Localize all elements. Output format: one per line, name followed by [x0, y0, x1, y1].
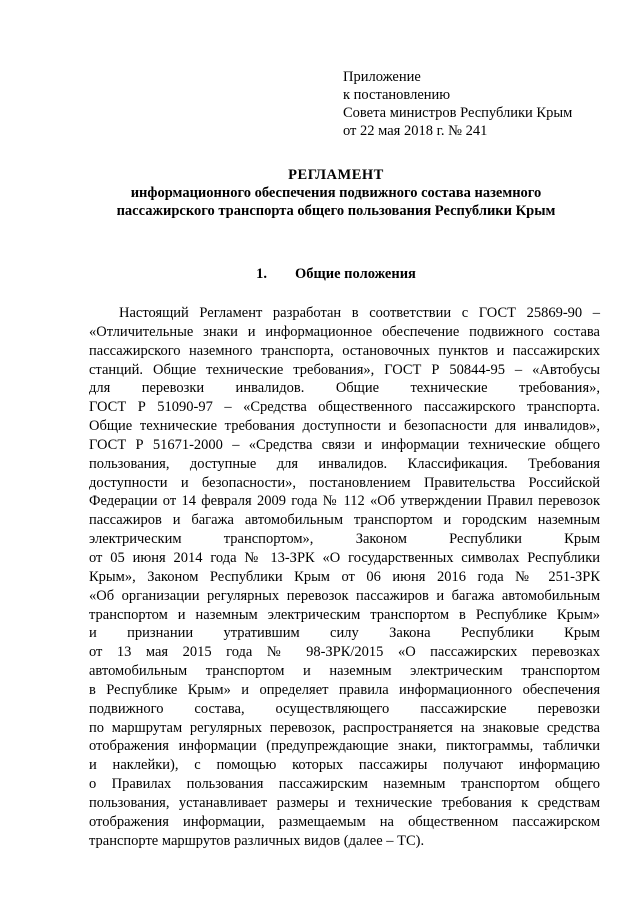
paragraph-line: и наклейки), с помощью которых пассажиры получают информацию [89, 757, 600, 774]
paragraph-line: доступности и безопасности», постановлением Правительства Российской [89, 474, 600, 491]
paragraph-line: «Об организации регулярных перевозок пассажиров и багажа автомобильным [89, 587, 600, 604]
paragraph-line: транспортом и наземным электрическим транспортом в Республике Крым» [89, 606, 600, 623]
paragraph-line: Общие технические требования доступности и безопасности для инвалидов», [89, 418, 600, 435]
paragraph-line: подвижного состава, осуществляющего пассажирские перевозки [89, 700, 600, 717]
paragraph-line: транспорте маршрутов различных видов (далее – ТС). [89, 832, 425, 849]
paragraph-line: Федерации от 14 февраля 2009 года № 112 «Об утверждении Правил перевозок [89, 493, 600, 510]
paragraph-line: пользования, доступные для инвалидов. Классификация. Требования [89, 455, 600, 472]
document-subtitle-line: пассажирского транспорта общего пользования Республики Крым [116, 203, 556, 219]
paragraph-line: от 13 мая 2015 года № 98-ЗРК/2015 «О пассажирских перевозках [89, 644, 600, 661]
appendix-line: Приложение [343, 69, 421, 85]
paragraph-line: Настоящий Регламент разработан в соответствии с ГОСТ 25869-90 – [119, 305, 600, 321]
document-subtitle-line: информационного обеспечения подвижного состава наземного [130, 185, 542, 201]
paragraph-line: электрическим транспортом», Законом Республики Крым [89, 531, 600, 548]
paragraph-line: автомобильным транспортом и наземным электрическим транспортом [89, 663, 600, 680]
appendix-line: Совета министров Республики Крым [343, 105, 573, 121]
paragraph-line: отображения информации, размещаемым на общественном пассажирском [89, 813, 600, 830]
paragraph-line: пассажиров и багажа автомобильным транспортом и городским наземным [89, 512, 600, 529]
document-title-main: РЕГЛАМЕНТ [288, 167, 384, 183]
section-title: Общие положения [294, 266, 416, 282]
paragraph-line: ГОСТ Р 51671-2000 – «Средства связи и информации технические общего [89, 436, 600, 453]
paragraph-line: ГОСТ Р 51090-97 – «Средства общественного пассажирского транспорта. [89, 399, 600, 416]
document-title [72, 166, 600, 220]
appendix-line: от 22 мая 2018 г. № 241 [343, 123, 488, 139]
appendix-line: к постановлению [343, 87, 451, 103]
paragraph-line: в Республике Крым» и определяет правила информационного обеспечения [89, 681, 600, 698]
appendix-block [343, 68, 623, 140]
paragraph-line: Крым», Законом Республики Крым от 06 июня 2016 года № 251-ЗРК [89, 568, 600, 585]
paragraph-line: для перевозки инвалидов. Общие технические требования», [89, 380, 600, 397]
paragraph-line: по маршрутам регулярных перевозок, распространяется на знаковые средства [89, 719, 600, 736]
paragraph-line: станций. Общие технические требования», ГОСТ Р 50844-95 – «Автобусы [89, 361, 600, 378]
body-paragraph [89, 304, 600, 850]
section-heading [72, 265, 600, 283]
paragraph-line: «Отличительные знаки и информационное обеспечение подвижного состава [89, 323, 600, 340]
paragraph-line: и признании утратившим силу Закона Республики Крым [89, 625, 600, 642]
paragraph-line: пользования, устанавливает размеры и технические требования к средствам [89, 794, 600, 811]
paragraph-line: о Правилах пользования пассажирским наземным транспортом общего [89, 776, 600, 793]
section-number: 1. [256, 266, 267, 282]
paragraph-line: пассажирского наземного транспорта, остановочных пунктов и пассажирских [89, 342, 600, 359]
paragraph-line: отображения информации (предупреждающие знаки, пиктограммы, таблички [89, 738, 600, 755]
paragraph-line: от 05 июня 2014 года № 13-ЗРК «О государственных символах Республики [89, 549, 600, 566]
